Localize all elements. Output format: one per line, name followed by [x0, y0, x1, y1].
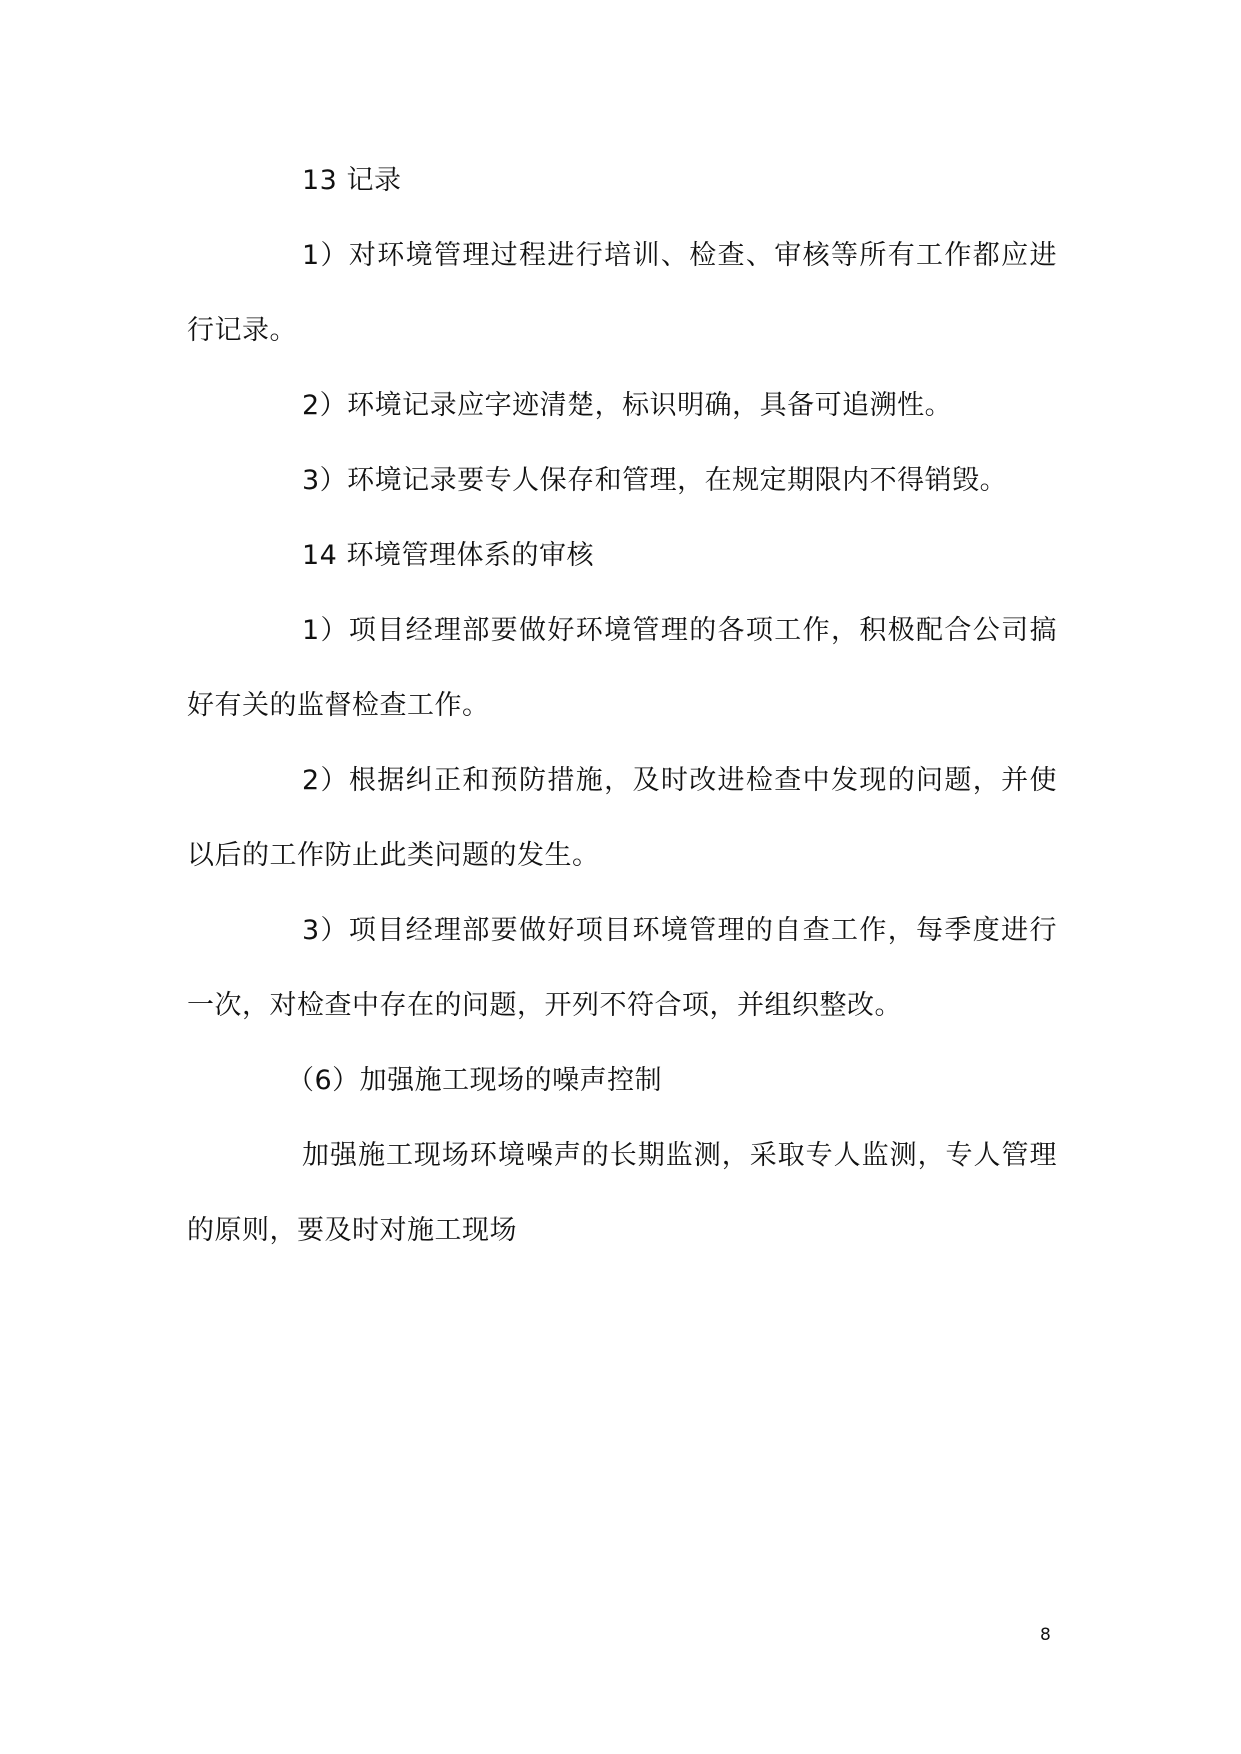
paragraph-record-2: 2）环境记录应字迹清楚，标识明确，具备可追溯性。: [302, 390, 953, 421]
paragraph-audit-2: 2）根据纠正和预防措施，及时改进检查中发现的问题，并使以后的工作防止此类问题的发生。: [187, 765, 1057, 871]
paragraph-record-3: 3）环境记录要专人保存和管理，在规定期限内不得销毁。: [302, 465, 1008, 496]
paragraph-audit-1: 1）项目经理部要做好环境管理的各项工作，积极配合公司搞好有关的监督检查工作。: [187, 615, 1057, 721]
section-heading-13: 13 记录: [302, 165, 402, 196]
document-body: [187, 143, 1057, 1268]
paragraph-record-1: 1）对环境管理过程进行培训、检查、审核等所有工作都应进行记录。: [187, 240, 1057, 346]
paragraph-audit-3: 3）项目经理部要做好项目环境管理的自查工作，每季度进行一次，对检查中存在的问题，开列不符合项，并组织整改。: [187, 915, 1057, 1021]
subsection-heading-noise: （6）加强施工现场的噪声控制: [287, 1065, 663, 1096]
paragraph-noise: 加强施工现场环境噪声的长期监测，采取专人监测，专人管理的原则，要及时对施工现场: [187, 1140, 1057, 1246]
section-heading-14: 14 环境管理体系的审核: [302, 540, 594, 571]
page-number: 8: [1040, 1625, 1051, 1645]
